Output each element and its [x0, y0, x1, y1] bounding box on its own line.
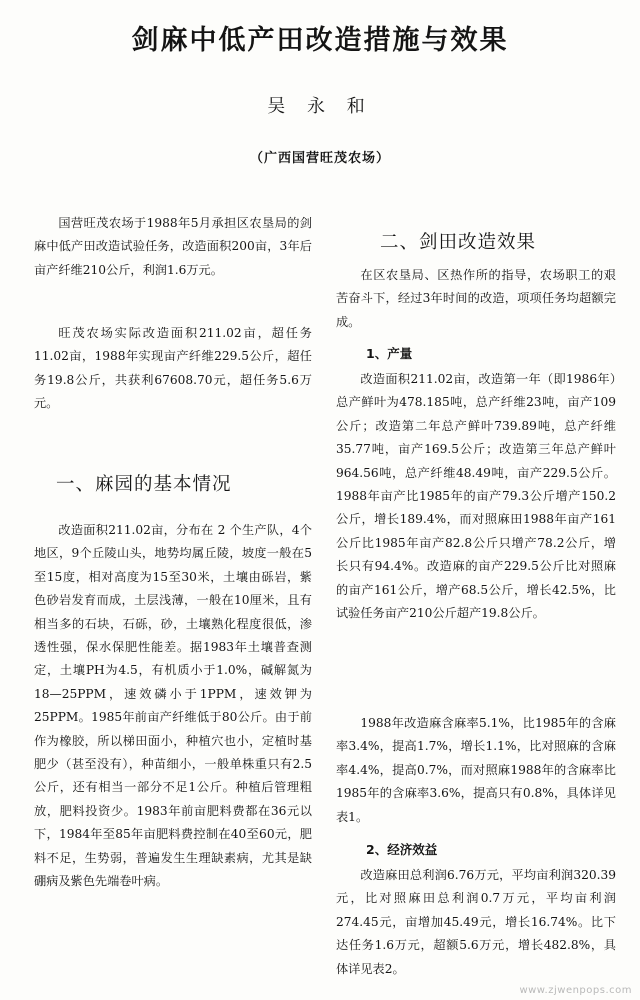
subsection-yield-paragraph-2-text: 1988年改造麻含麻率5.1%，比1985年的含麻率3.4%，提高1.7%，增长1.1%，比对照麻的含麻率4.4%，提高0.7%，而对照麻1988年的含麻率比1985年的含麻率3.6%，提高只有0.8%，具体详见表1。: [336, 716, 616, 824]
subsection-economics-heading: 2、经济效益: [366, 842, 438, 857]
intro-paragraph-2: [34, 322, 312, 416]
subsection-economics-paragraph: [336, 864, 616, 981]
section-2-paragraph-text: 在区农垦局、区热作所的指导，农场职工的艰苦奋斗下，经过3年时间的改造，项项任务均超额完成。: [336, 268, 616, 329]
article-affiliation: （广西国营旺茂农场）: [249, 151, 390, 166]
subsection-economics-paragraph-text: 改造麻田总利润6.76万元，平均亩利润320.39元，比对照麻田总利润0.7万元，平均亩利润274.45元，亩增加45.49元，增长16.74%。比下达任务1.6万元，超额5.6万元，增长482.8%，具体详见表2。: [336, 868, 616, 976]
section-1-heading: 一、麻园的基本情况: [56, 474, 232, 495]
section-1-paragraph-text: 改造面积211.02亩，分布在 2 个生产队，4个地区，9个丘陵山头，地势均属丘陵，坡度一般在5至15度，相对高度为15至30米，土壤由砾岩，紫色砂岩发育而成，土层浅薄，一般在10厘米，且有相当多的石块，石砾，砂，土壤熟化程度很低，渗透性强，保水保肥性能差。据1983年土壤普查测定，土壤PH为4.5，有机质小于1.0%，碱解氮为18—25PPM，速效磷小于1PPM，速效钾为25PPM。1985年前亩产纤维低于80公斤。由于前作为橡胶，所以梯田面小，种植穴也小，定植时基肥少（甚至没有），种苗细小，一般单株重只有2.5公斤，还有相当一部分不足1公斤。种植后管理粗放，肥料投资少。1983年前亩肥料费都在36元以下，1984年至85年亩肥料费控制在40至60元，肥料不足，生势弱，普遍发生生理缺素病，尤其是缺硼病及紫色先端卷叶病。: [34, 523, 312, 889]
subsection-yield-heading: 1、产量: [366, 346, 413, 361]
intro-paragraph-1: [34, 212, 312, 282]
subsection-yield-paragraph-2: [336, 712, 616, 829]
section-2-heading: 二、剑田改造效果: [380, 232, 537, 253]
article-author: 吴 永 和: [267, 96, 373, 117]
subsection-yield-paragraph-1: [336, 368, 616, 625]
intro-paragraph-1-text: 国营旺茂农场于1988年5月承担区农垦局的剑麻中低产田改造试验任务，改造面积200亩，3年后亩产纤维210公斤，利润1.6万元。: [34, 216, 312, 277]
subsection-yield-paragraph-1-text: 改造面积211.02亩，改造第一年（即1986年）总产鲜叶为478.185吨，总产纤维23吨，亩产109公斤；改造第二年总产鲜叶739.89吨，总产纤维35.77吨，亩产169.5公斤；改造第三年总产鲜叶964.56吨，总产纤维48.49吨，亩产229.5公斤。1988年亩产比1985年的亩产79.3公斤增产150.2公斤，增长189.4%，而对照麻田1988年亩产161公斤比1985年亩产82.8公斤只增产78.2公斤，增长只有94.4%。改造麻的亩产229.5公斤比对照麻的亩产161公斤，增产68.5公斤，增长42.5%，比试验任务亩产210公斤超产19.8公斤。: [336, 372, 616, 621]
section-1-paragraph: [34, 519, 312, 894]
section-2-paragraph: [336, 264, 616, 334]
site-watermark: www.zjwenpops.com: [519, 985, 632, 996]
article-title: 剑麻中低产田改造措施与效果: [131, 25, 509, 56]
intro-paragraph-2-text: 旺茂农场实际改造面积211.02亩，超任务11.02亩，1988年实现亩产纤维229.5公斤，超任务19.8公斤，共获利67608.70元，超任务5.6万元。: [34, 326, 312, 411]
